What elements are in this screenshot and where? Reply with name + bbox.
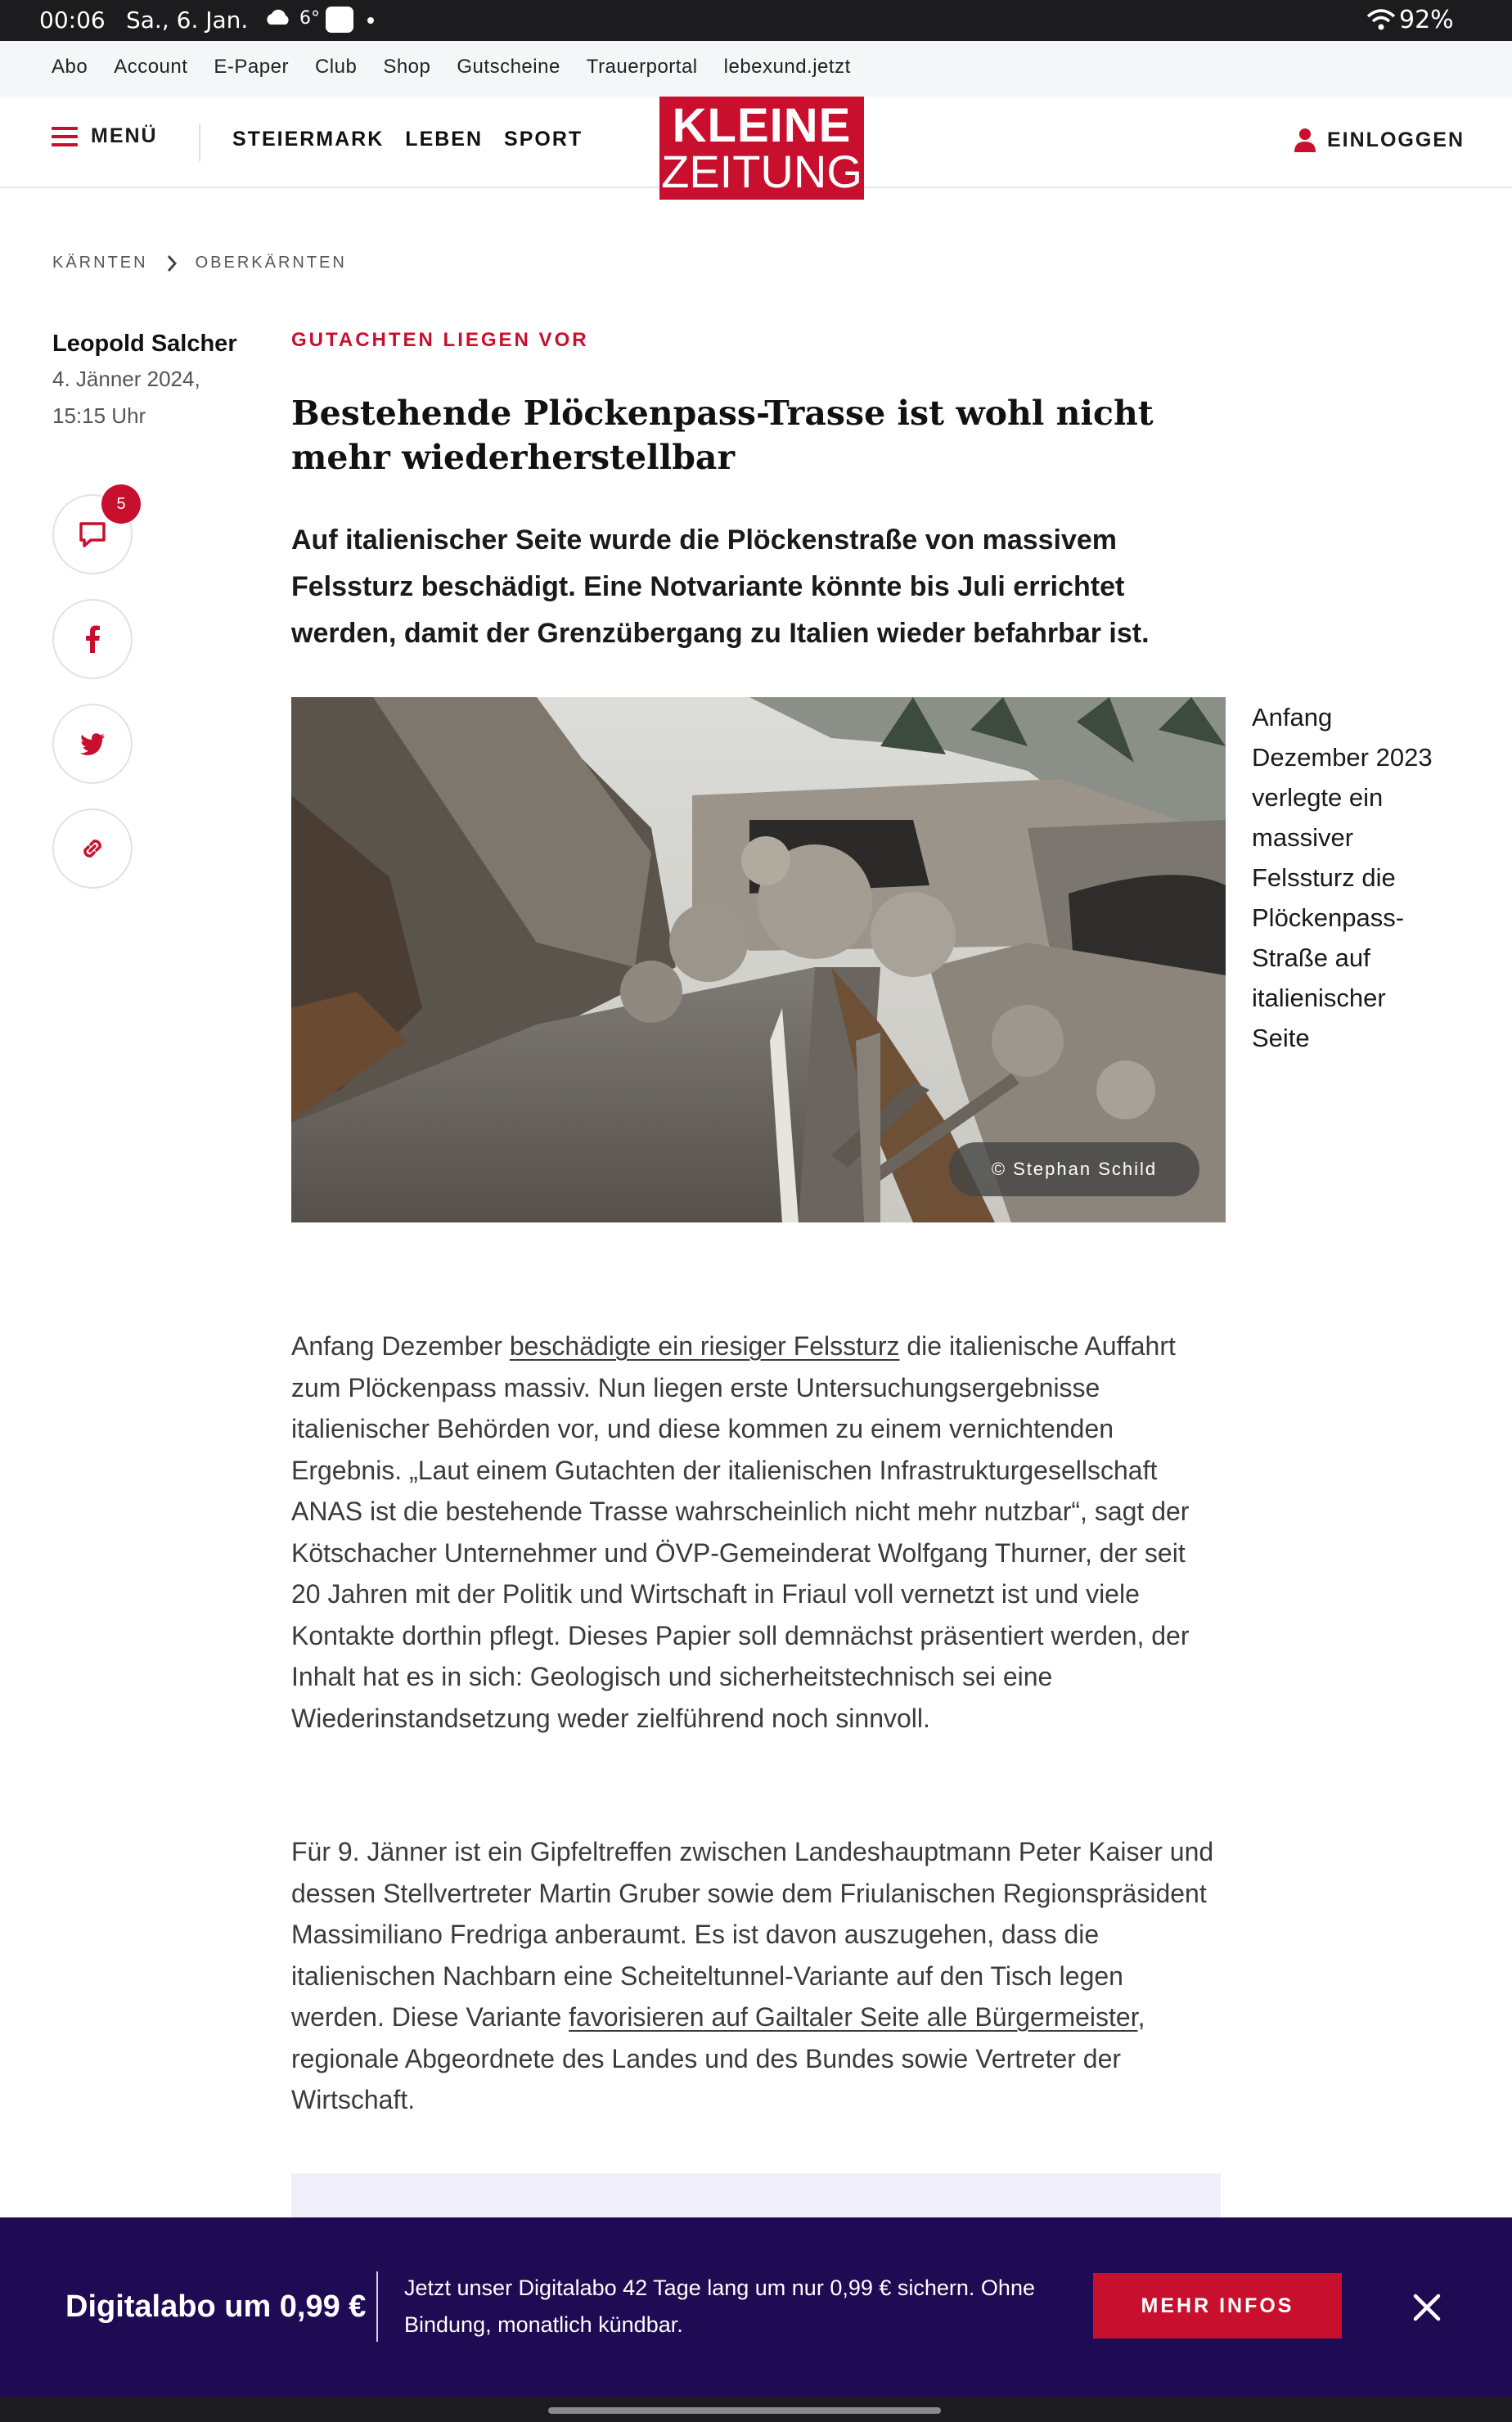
wifi-icon <box>1366 8 1396 31</box>
home-indicator[interactable] <box>548 2407 941 2414</box>
close-icon[interactable] <box>1411 2291 1443 2324</box>
article-lead: Auf italienischer Seite wurde die Plöckenstraße von massivem Felssturz beschädigt. Eine Notvariante könnte bis Juli errichtet werden, damit der Grenzübergang zu Italien wieder befahrbar ist. <box>291 524 1150 649</box>
cloud-icon <box>263 8 291 26</box>
service-nav <box>0 41 1512 97</box>
paragraph-text: Anfang Dezember <box>291 1331 510 1361</box>
paragraph-text: die italienische Auffahrt zum Plöckenpass massiv. Nun liegen erste Untersuchungsergebnisse italienischer Behörden vor, und diese kommen zu einem vernichtenden Ergebnis. „Laut einem Gutachten der italienischen Infrastrukturgesellschaft ANAS ist die bestehende Trasse wahrscheinlich nicht mehr nutzbar“, sagt der Kötschacher Unternehmer und ÖVP-Gemeinderat Wolfgang Thurner, der seit 20 Jahren mit der Politik und Wirtschaft in Friaul voll vernetzt ist und viele Kontakte dorthin pflegt. Dieses Papier soll demnächst präsentiert werden, der Inhalt hat es in sich: Geologisch und sicherheitstechnisch sei eine Wiederinstandsetzung weder zielführend noch sinnvoll. <box>291 1331 1190 1733</box>
link-felssturz[interactable]: beschädigte ein riesiger Felssturz <box>509 1331 900 1361</box>
article-kicker: GUTACHTEN LIEGEN VOR <box>291 329 589 351</box>
notification-dot-icon <box>367 17 374 24</box>
digitalabo-promo-banner <box>0 2217 1512 2397</box>
kleine-zeitung-logo[interactable] <box>659 97 864 200</box>
logo-line-2: ZEITUNG <box>661 146 862 197</box>
status-time: 00:06 <box>39 7 106 34</box>
service-link-account[interactable]: Account <box>114 56 188 78</box>
status-battery: 92% <box>1399 6 1454 34</box>
article-paragraph-2 <box>291 1831 1216 2121</box>
status-bar <box>0 0 1512 41</box>
paragraph-text: Für 9. Jänner ist ein Gipfeltreffen zwischen Landeshauptmann Peter Kaiser und dessen Stellvertreter Martin Gruber sowie dem Friulanischen Regionspräsident Massimiliano Fredriga anberaumt. Es ist davon auszugehen, dass die italienischen Nachbarn eine Scheiteltunnel-Variante auf den Tisch legen werden. Diese Variante <box>291 1837 1214 2032</box>
service-link-gutscheine[interactable]: Gutscheine <box>457 56 560 78</box>
promo-description: Jetzt unser Digitalabo 42 Tage lang um nur 0,99 € sichern. Ohne Bindung, monatlich kündbar. <box>404 2276 1035 2337</box>
promo-divider <box>376 2271 378 2342</box>
publish-date: 4. Jänner 2024, 15:15 Uhr <box>52 367 200 428</box>
main-header <box>0 97 1512 197</box>
nav-link-steiermark[interactable]: STEIERMARK <box>232 128 385 151</box>
nav-link-sport[interactable]: SPORT <box>504 128 583 151</box>
main-nav <box>232 128 583 151</box>
service-link-epaper[interactable]: E-Paper <box>214 56 289 78</box>
author-name[interactable]: Leopold Salcher <box>52 331 237 357</box>
service-link-trauerportal[interactable]: Trauerportal <box>586 56 698 78</box>
hamburger-icon <box>52 127 78 146</box>
share-facebook-button[interactable] <box>52 599 133 679</box>
service-link-abo[interactable]: Abo <box>52 56 88 78</box>
article-paragraph-1 <box>291 1326 1216 1739</box>
breadcrumb-item-kaernten[interactable]: KÄRNTEN <box>52 254 148 272</box>
service-link-lebexund[interactable]: lebexund.jetzt <box>723 56 851 78</box>
share-twitter-button[interactable] <box>52 704 133 784</box>
more-info-button[interactable]: MEHR INFOS <box>1093 2273 1342 2339</box>
twitter-icon <box>79 732 106 755</box>
facebook-icon <box>84 625 101 653</box>
service-link-club[interactable]: Club <box>314 56 358 78</box>
logo-line-1: KLEINE <box>672 99 852 152</box>
app-icon <box>326 7 353 33</box>
header-divider <box>199 124 200 161</box>
comment-icon <box>78 520 107 548</box>
breadcrumb <box>52 254 347 272</box>
link-icon <box>79 835 106 862</box>
nav-link-leben[interactable]: LEBEN <box>405 128 484 151</box>
photo-credit: © Stephan Schild <box>949 1142 1199 1196</box>
menu-label: MENÜ <box>91 124 158 147</box>
photo-caption: Anfang Dezember 2023 verlegte ein massiver Felssturz die Plöckenpass-Straße auf italienischer Seite <box>1252 703 1433 1052</box>
promo-title: Digitalabo um 0,99 € <box>65 2289 367 2324</box>
author-block <box>52 331 249 434</box>
home-indicator-area <box>0 2397 1512 2422</box>
copy-link-button[interactable] <box>52 808 133 889</box>
menu-button[interactable] <box>52 124 158 148</box>
paragraph-text: , regionale Abgeordnete des Landes und des Bundes sowie Vertreter der Wirtschaft. <box>291 2002 1145 2114</box>
service-link-shop[interactable]: Shop <box>383 56 431 78</box>
link-buergermeister[interactable]: favorisieren auf Gailtaler Seite alle Bürgermeister <box>569 2002 1138 2032</box>
comment-count-badge: 5 <box>101 484 141 524</box>
login-label: EINLOGGEN <box>1327 128 1465 151</box>
breadcrumb-item-oberkaernten[interactable]: OBERKÄRNTEN <box>195 254 347 272</box>
status-date: Sa., 6. Jan. <box>126 7 249 34</box>
chevron-right-icon <box>166 254 178 272</box>
status-temperature: 6° <box>299 8 320 29</box>
article-headline: Bestehende Plöckenpass-Trasse ist wohl nicht mehr wiederherstellbar <box>291 394 1154 477</box>
login-button[interactable] <box>1294 128 1465 152</box>
user-icon <box>1294 128 1316 152</box>
